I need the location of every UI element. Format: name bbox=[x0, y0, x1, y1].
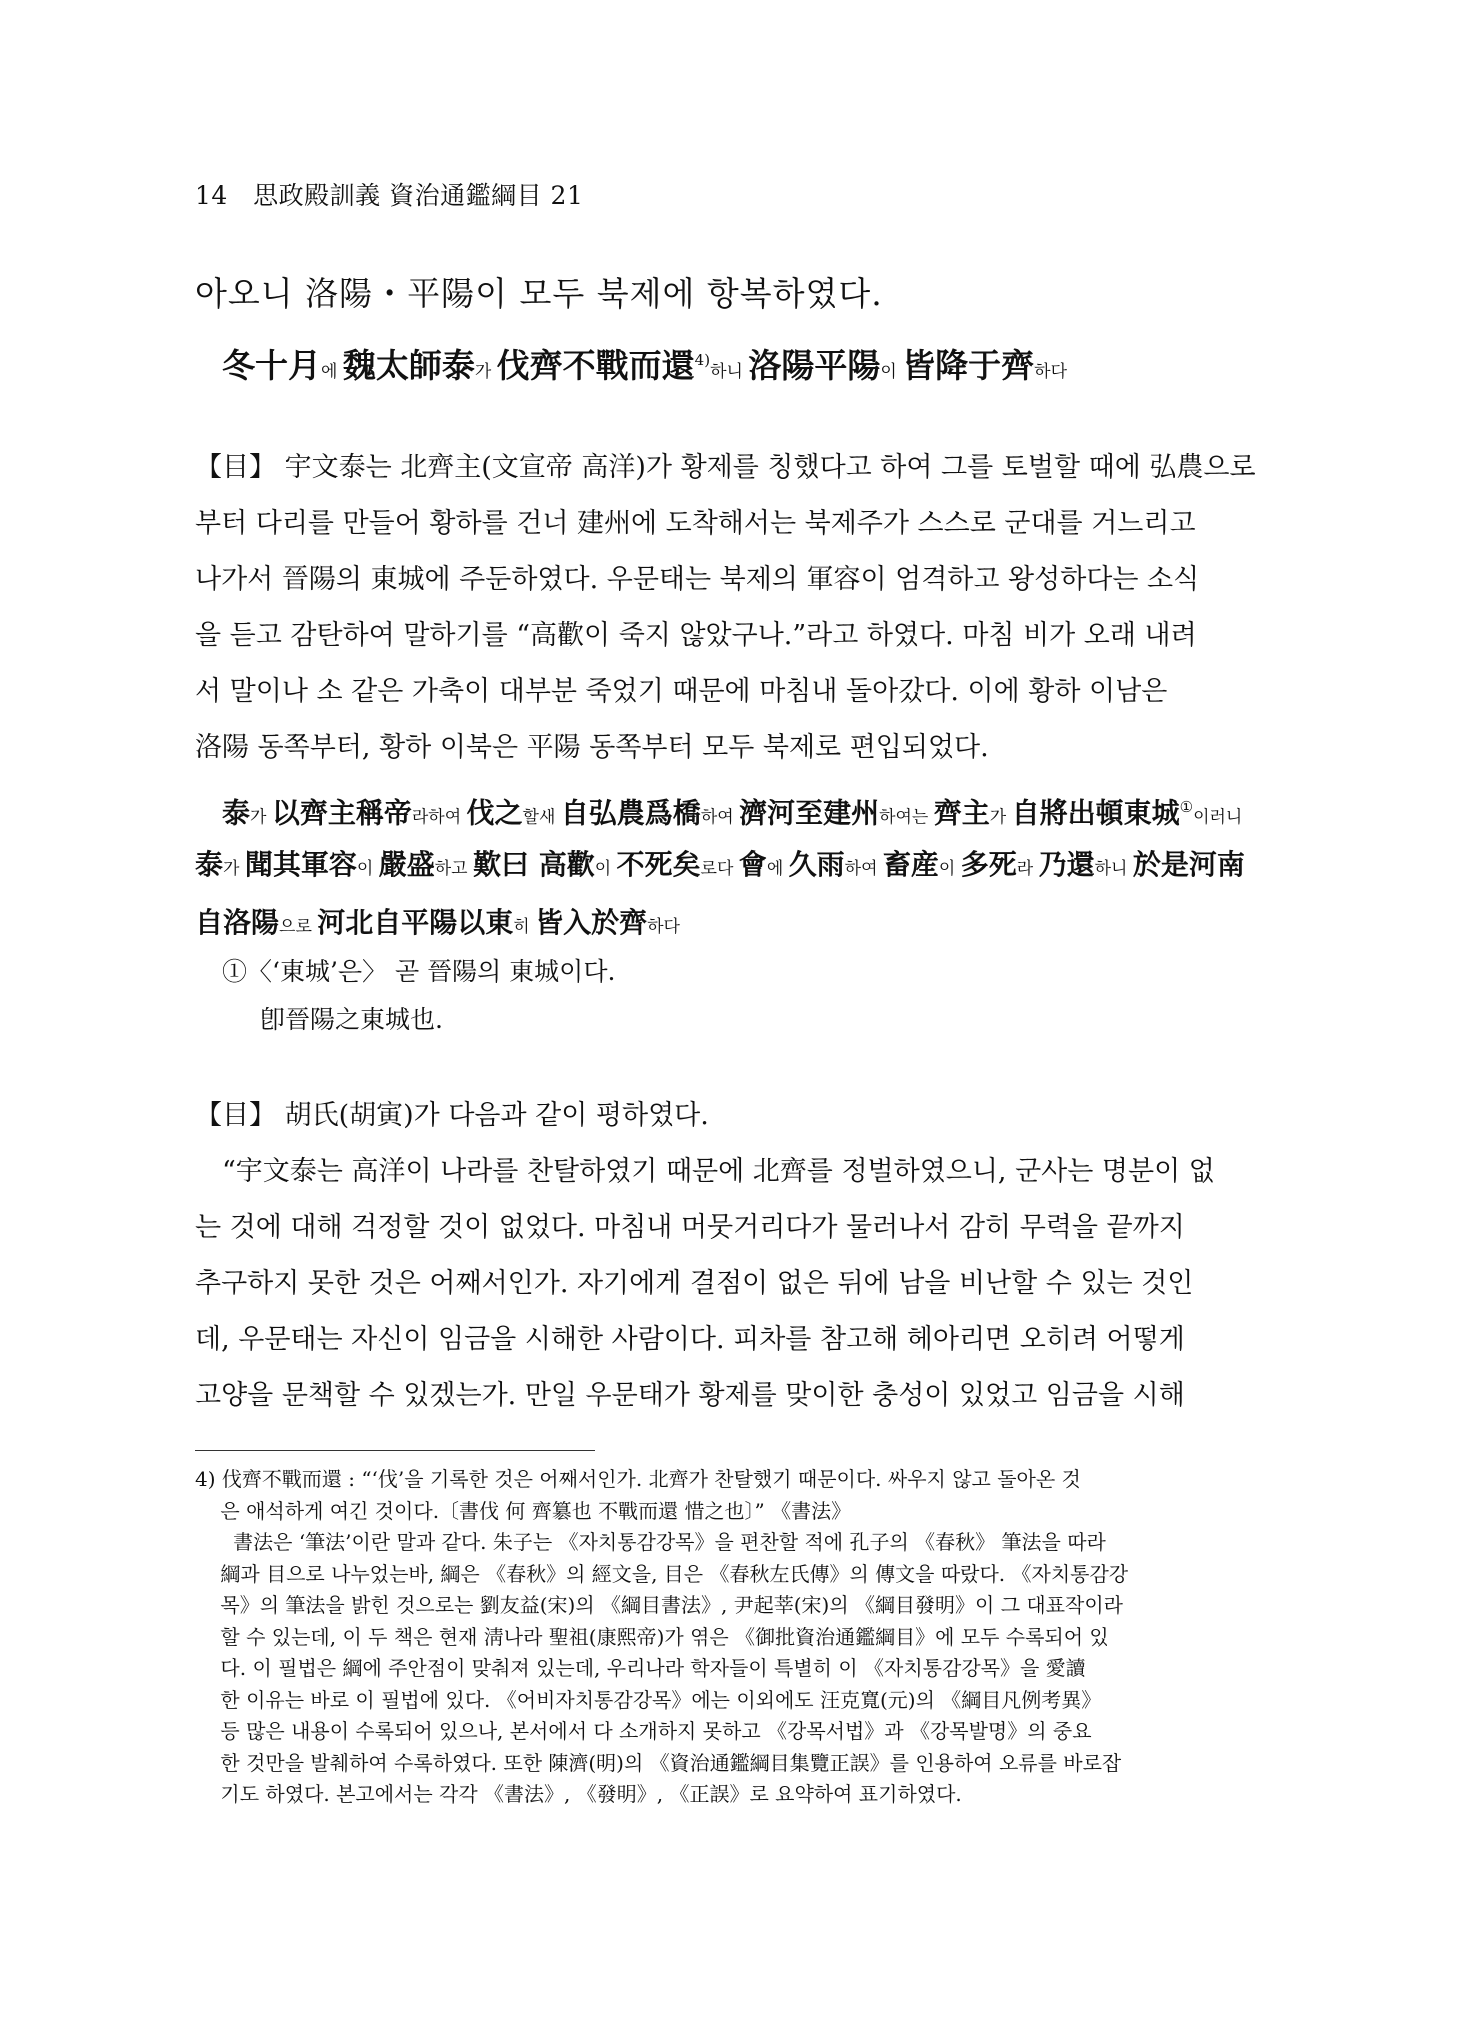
paragraph-line bbox=[195, 1088, 1285, 1144]
particle-text: 이 bbox=[938, 859, 961, 879]
chinese-source-text bbox=[195, 778, 1295, 952]
heading-particle: 에 bbox=[321, 362, 343, 382]
heading-text: 伐齊不戰而還 bbox=[496, 346, 695, 385]
footnote-divider bbox=[195, 1450, 595, 1451]
note-chinese: 卽晉陽之東城也. bbox=[260, 1005, 443, 1034]
heading-text: 魏太師泰 bbox=[342, 346, 475, 385]
particle-text: 하여는 bbox=[879, 807, 934, 828]
heading-text: 冬十月 bbox=[222, 346, 321, 385]
chinese-text: 於是河南 bbox=[1132, 848, 1245, 881]
chinese-text: 自弘農爲橋 bbox=[560, 796, 701, 830]
footnote-line: 書法은 ‘筆法’이란 말과 같다. 朱子는 《자치통감강목》을 편찬할 적에 孔子의 《春秋》 筆法을 따라 bbox=[195, 1530, 1106, 1554]
heading-particle: 가 bbox=[474, 362, 497, 382]
chinese-text: 乃還 bbox=[1038, 848, 1095, 881]
chinese-text: 泰 bbox=[222, 796, 251, 830]
paragraph-line: 데, 우문태는 자신이 임금을 시해한 사람이다. 피차를 참고해 헤아리면 오히려 어떻게 bbox=[195, 1324, 1185, 1355]
heading-text: 皆降于齊 bbox=[902, 346, 1035, 385]
paragraph-line: 고양을 문책할 수 있겠는가. 만일 우문태가 황제를 맞이한 충성이 있었고 임금을 시해 bbox=[195, 1380, 1185, 1411]
footnote-line: 綱과 目으로 나누었는바, 綱은 《春秋》의 經文을, 目은 《春秋左氏傳》의 傳文을 따랐다. 《자치통감강 bbox=[195, 1561, 1129, 1586]
particle-text: 하니 bbox=[1094, 859, 1133, 879]
paragraph-line: 는 것에 대해 걱정할 것이 없었다. 마침내 머뭇거리다가 물러나서 감히 무력을 끝까지 bbox=[195, 1212, 1185, 1243]
particle-text: 하다 bbox=[647, 917, 680, 937]
paragraph-line: 부터 다리를 만들어 황하를 건너 建州에 도착해서는 북제주가 스스로 군대를 거느리고 bbox=[195, 508, 1196, 539]
particle-text: 가 bbox=[989, 807, 1012, 828]
particle-text: 에 bbox=[766, 859, 789, 879]
footnote-line: 할 수 있는데, 이 두 책은 현재 淸나라 聖祖(康熙帝)가 엮은 《御批資治通鑑綱目》에 모두 수록되어 있 bbox=[195, 1624, 1109, 1649]
particle-text: 이 bbox=[356, 859, 379, 879]
page-number: 14 bbox=[195, 181, 228, 210]
particle-text: 하여 bbox=[844, 859, 883, 879]
chinese-text: 多死 bbox=[960, 848, 1017, 881]
particle-text: 이러니 bbox=[1193, 807, 1243, 828]
chinese-text: 會 bbox=[738, 848, 767, 881]
chinese-text: 伐之 bbox=[466, 796, 523, 830]
particle-text: 하여 bbox=[700, 807, 740, 828]
footnote-line: 다. 이 필법은 綱에 주안점이 맞춰져 있는데, 우리나라 학자들이 특별히 이 《자치통감강목》을 愛讀 bbox=[195, 1656, 1086, 1680]
particle-text: 로다 bbox=[700, 859, 739, 879]
line-text: 胡氏(胡寅)가 다음과 같이 평하였다. bbox=[284, 1100, 709, 1131]
paragraph-line: 을 듣고 감탄하여 말하기를 “高歡이 죽지 않았구나.”라고 하였다. 마침 비가 오래 내려 bbox=[195, 620, 1197, 651]
chinese-heading bbox=[222, 340, 1067, 387]
running-header bbox=[195, 176, 583, 212]
footnote bbox=[195, 1464, 1290, 1811]
chinese-text: 齊主 bbox=[933, 796, 990, 830]
heading-particle: 하다 bbox=[1034, 362, 1067, 382]
chinese-text: 以齊主稱帝 bbox=[271, 796, 412, 830]
chinese-line-1 bbox=[195, 778, 1295, 836]
particle-text: 라하여 bbox=[411, 807, 467, 828]
chinese-line-2 bbox=[195, 836, 1295, 894]
chinese-text: 濟河至建州 bbox=[739, 796, 880, 830]
heading-text: 洛陽平陽 bbox=[748, 346, 881, 385]
particle-text: 히 bbox=[513, 917, 536, 937]
heading-particle: 하니 bbox=[710, 362, 749, 382]
chinese-text: 畜産 bbox=[882, 848, 939, 881]
paragraph-line: 나가서 晉陽의 東城에 주둔하였다. 우문태는 북제의 軍容이 엄격하고 왕성하다는 소식 bbox=[195, 564, 1200, 595]
footnote-line: 한 이유는 바로 이 필법에 있다. 《어비자치통감강목》에는 이외에도 汪克寬(元)의 《綱目凡例考異》 bbox=[195, 1687, 1102, 1712]
section-mark: 【目】 bbox=[195, 1100, 276, 1131]
footnote-ref[interactable]: 4) bbox=[694, 351, 711, 369]
chinese-text: 自將出頓東城 bbox=[1011, 796, 1180, 830]
intro-korean-line: 아오니 洛陽・平陽이 모두 북제에 항복하였다. bbox=[195, 274, 883, 313]
footnote-line: 한 것만을 발췌하여 수록하였다. 또한 陳濟(明)의 《資治通鑑綱目集覽正誤》를 인용하여 오류를 바로잡 bbox=[195, 1750, 1122, 1775]
footnote-line: 등 많은 내용이 수록되어 있으나, 본서에서 다 소개하지 못하고 《강목서법》과 《강목발명》의 중요 bbox=[195, 1719, 1092, 1743]
paragraph-line: 추구하지 못한 것은 어째서인가. 자기에게 결점이 없은 뒤에 남을 비난할 수 있는 것인 bbox=[195, 1268, 1194, 1299]
section-mark: 【目】 bbox=[195, 452, 276, 483]
book-title: 思政殿訓義 資治通鑑綱目 21 bbox=[253, 181, 584, 210]
note-korean: ①〈‘東城’은〉 곧 晉陽의 東城이다. bbox=[222, 957, 616, 986]
chinese-text: 河北自平陽以東 bbox=[317, 906, 514, 939]
footnote-line: 4) 伐齊不戰而還 : “‘伐’을 기록한 것은 어째서인가. 北齊가 찬탈했기 때문이다. 싸우지 않고 돌아온 것 bbox=[195, 1467, 1081, 1491]
particle-text: 가 bbox=[223, 859, 245, 879]
particle-text: 가 bbox=[250, 807, 272, 828]
line-text: 宇文泰는 北齊主(文宣帝 高洋)가 황제를 칭했다고 하여 그를 토벌할 때에 弘農으로 bbox=[284, 452, 1256, 483]
particle-text: 이 bbox=[594, 859, 617, 879]
particle-text: 할새 bbox=[522, 807, 561, 828]
chinese-text: 嚴盛 bbox=[378, 848, 435, 881]
chinese-text: 聞其軍容 bbox=[244, 848, 357, 881]
particle-text: 으로 bbox=[279, 917, 318, 937]
footnote-line: 기도 하였다. 본고에서는 각각 《書法》, 《發明》, 《正誤》로 요약하여 표기하였다. bbox=[195, 1782, 962, 1806]
paragraph-line: “宇文泰는 高洋이 나라를 찬탈하였기 때문에 北齊를 정벌하였으니, 군사는 명분이 없 bbox=[222, 1156, 1215, 1187]
commentary-paragraph-2 bbox=[195, 1088, 1285, 1424]
chinese-text: 歎曰 高歡 bbox=[472, 848, 595, 881]
paragraph-line: 洛陽 동쪽부터, 황하 이북은 平陽 동쪽부터 모두 북제로 편입되었다. bbox=[195, 732, 989, 763]
circle-note bbox=[222, 948, 615, 1044]
paragraph-line: 서 말이나 소 같은 가축이 대부분 죽었기 때문에 마침내 돌아갔다. 이에 황하 이남은 bbox=[195, 676, 1168, 707]
note-ref[interactable]: ① bbox=[1179, 798, 1194, 816]
commentary-paragraph-1 bbox=[195, 440, 1285, 776]
footnote-line: 은 애석하게 여긴 것이다.〔書伐 何 齊簒也 不戰而還 惜之也〕” 《書法》 bbox=[195, 1498, 852, 1523]
chinese-text: 久雨 bbox=[788, 848, 845, 881]
heading-particle: 이 bbox=[880, 362, 903, 382]
footnote-line: 목》의 筆法을 밝힌 것으로는 劉友益(宋)의 《綱目書法》, 尹起莘(宋)의 《綱目發明》이 그 대표작이라 bbox=[195, 1593, 1123, 1617]
paragraph-line bbox=[195, 440, 1285, 496]
chinese-text: 泰 bbox=[195, 848, 224, 881]
chinese-text: 自洛陽 bbox=[195, 906, 280, 939]
particle-text: 하고 bbox=[434, 859, 473, 879]
chinese-text: 不死矣 bbox=[616, 848, 701, 881]
particle-text: 라 bbox=[1016, 859, 1039, 879]
chinese-line-3 bbox=[195, 894, 1295, 952]
chinese-text: 皆入於齊 bbox=[535, 906, 648, 939]
